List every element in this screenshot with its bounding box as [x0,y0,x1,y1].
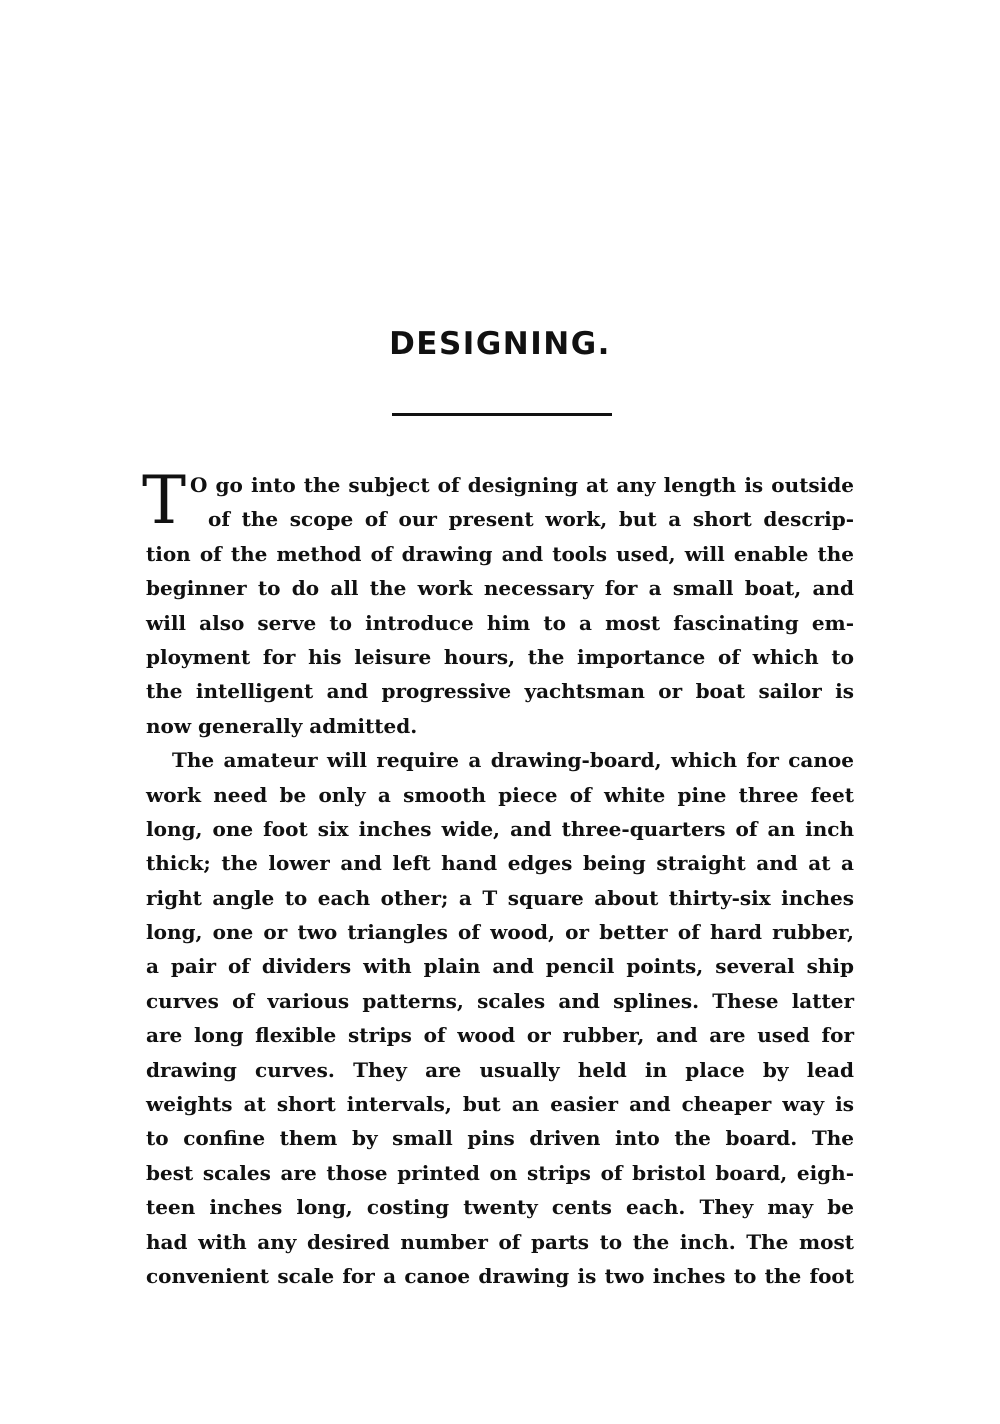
text-line: to confine them by small pins driven into the board. The [146,1126,854,1151]
text-line: weights at short intervals, but an easier and cheaper way is [146,1092,854,1117]
text-line: The amateur will require a drawing-board, which for canoe [172,748,854,773]
paragraph-1 [142,462,854,743]
text-line: right angle to each other; a T square about thirty-six inches [146,885,854,910]
paragraph-2 [146,743,854,1293]
body-text [142,462,854,1293]
text-line: thick; the lower and left hand edges being straight and at a [146,851,854,876]
text-line: tion of the method of drawing and tools used, will enable the [146,541,854,566]
chapter-heading: DESIGNING. [389,326,611,362]
text-line: curves of various patterns, scales and splines. These latter [146,988,854,1013]
text-line: drawing curves. They are usually held in place by lead [146,1057,854,1082]
heading-divider [392,413,612,416]
text-line: long, one foot six inches wide, and three-quarters of an inch [146,816,854,841]
drop-cap: T [142,462,187,539]
text-line: ployment for his leisure hours, the importance of which to [146,644,854,669]
text-line: now generally admitted. [146,713,418,738]
text-line: best scales are those printed on strips of bristol board, eigh- [146,1160,854,1185]
text-line: O go into the subject of designing at any length is outside [190,473,854,497]
text-line: teen inches long, costing twenty cents each. They may be [146,1195,854,1220]
text-line: will also serve to introduce him to a most fascinating em- [146,610,854,635]
text-line: the intelligent and progressive yachtsman or boat sailor is [146,679,854,704]
text-line: a pair of dividers with plain and pencil points, several ship [146,954,854,979]
text-line: long, one or two triangles of wood, or better of hard rubber, [146,920,854,945]
text-line: work need be only a smooth piece of white pine three feet [146,782,854,807]
text-line: beginner to do all the work necessary for a small boat, and [146,576,854,601]
text-line: had with any desired number of parts to the inch. The most [146,1229,854,1254]
text-line: of the scope of our present work, but a short descrip- [208,507,854,532]
text-line: convenient scale for a canoe drawing is two inches to the foot [146,1263,854,1288]
text-line: are long flexible strips of wood or rubber, and are used for [146,1023,854,1048]
